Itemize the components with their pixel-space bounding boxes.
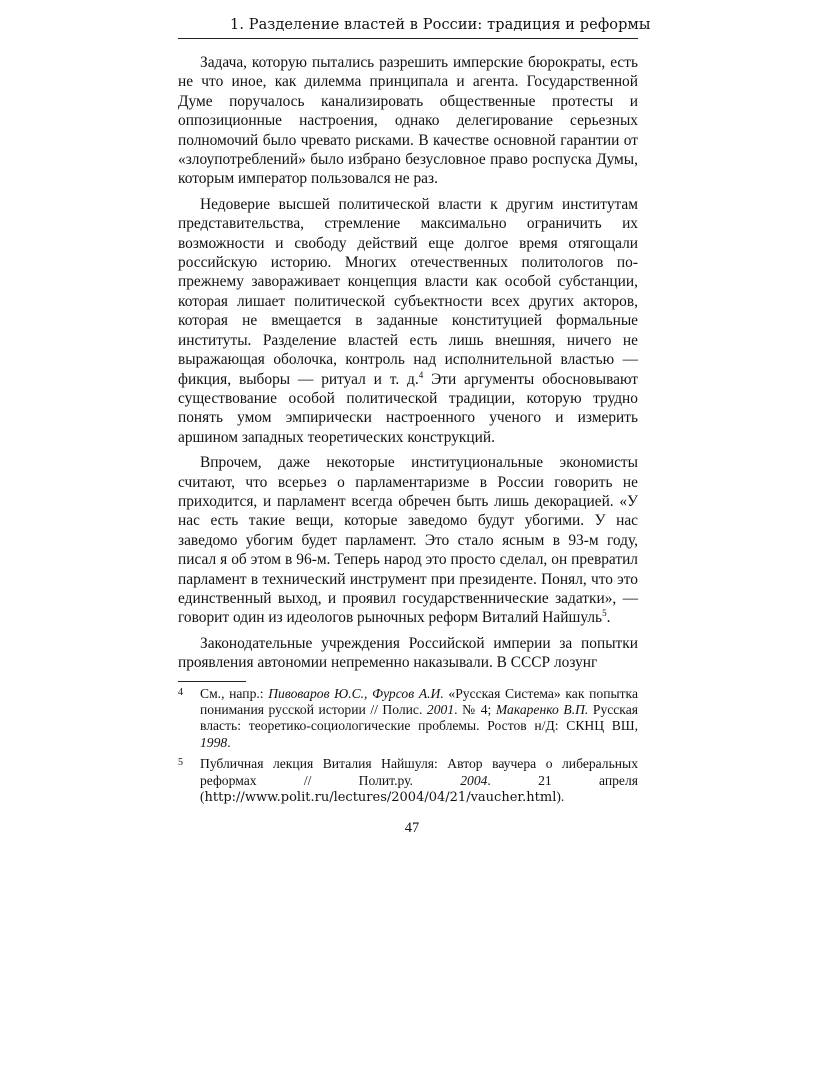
footnote-number: 4 (178, 686, 183, 698)
footnote-year: 1998 (200, 734, 228, 750)
footnote-text: . № 4; (454, 702, 496, 717)
footnote-rule (178, 681, 246, 682)
paragraph-2-text: Недоверие высшей политической власти к другим институтам представительства, стремление максимально ограничить их возможности и свободу действий еще долгое время отягощали российскую историю. Многих отечественных политологов по-прежнему завораживает концепция власти как особой субстанции, которая лишает политической субъектности всех других акторов, которая не вмещается в заданные конституцией формальные институты. Разделение властей есть лишь внешняя, ничего не выражающая оболочка, контроль над исполнительной властью — фикция, выборы — ритуал и т. д. (178, 195, 638, 388)
book-page (178, 14, 651, 837)
main-text (178, 53, 638, 673)
paragraph-3: Впрочем, даже некоторые институциональные экономисты считают, что всерьез о парламентаризме в России говорить не приходится, и парламент всегда обречен быть лишь декорацией. «У нас есть такие вещи, которые заведомо будут убогими. У нас заведомо убогим будет парламент. Это стало ясным в 93-м году, писал я об этом в 96-м. Теперь народ это просто сделал, он превратил парламент в технический инструмент при президенте. Понял, что это единственный выход, и проявил государственнические задатки», — говорит один из идеологов рыночных реформ Виталий Найшуль$^5$. (178, 454, 638, 627)
footnote-text: Публичная лекция Виталия Найшуля: Автор ваучера о либеральных реформах // Полит.ру. (200, 756, 638, 788)
footnote-5 (178, 756, 638, 806)
footnote-ref-5: 5 (602, 608, 607, 619)
footnote-text: Русская власть: теоретико-социологические проблемы. Ростов н/Д: СКНЦ ВШ, (200, 702, 638, 734)
paragraph-3-text: Впрочем, даже некоторые институциональные экономисты считают, что всерьез о парламентаризме в России говорить не приходится, и парламент всегда обречен быть лишь декорацией. «У нас есть такие вещи, которые заведомо будут убогими. У нас заведомо убогим будет парламент. Это стало ясным в 93-м году, писал я об этом в 96-м. Теперь народ это просто сделал, он превратил парламент в технический инструмент при президенте. Понял, что это единственный выход, и проявил государственнические задатки», — говорит один из идеологов рыночных реформ Виталий Найшуль (178, 454, 638, 627)
footnote-text: См., напр.: (200, 685, 269, 701)
footnote-text: . 21 апреля ( (200, 772, 638, 805)
footnote-ref-4: 4 (418, 369, 424, 380)
footnote-year: 2004 (460, 772, 488, 788)
footnote-number: 5 (178, 757, 183, 769)
footnote-year: 2001 (426, 702, 455, 717)
paragraph-1: Задача, которую пытались разрешить имперские бюрократы, есть не что иное, как дилемма принципала и агента. Государственной Думе поручалось канализировать общественные протесты и оппозиционные настроения, однако делегирование серьезных полномочий было чревато рисками. В качестве основной гарантии от «злоупотреблений» было избрано безусловное право роспуска Думы, которым император пользовался не раз. (178, 54, 638, 188)
paragraph-2-tail: Эти аргументы обосновывают существование особой политической традиции, которую трудно понять умом эмпирически настроенного ученого и измерить аршином западных теоретических конструкций. (178, 370, 639, 446)
footnote-text: «Русская Система» как попытка понимания русской истории // Полис. (200, 685, 638, 717)
footnote-4 (178, 686, 638, 752)
footnote-author: Пивоваров Ю.С., Фурсов А.И. (268, 685, 444, 701)
paragraph-4: Законодательные учреждения Российской империи за попытки проявления автономии непременно наказывали. В СССР лозунг (178, 634, 638, 672)
header-rule (178, 38, 638, 39)
footnote-url: http://www.polit.ru/lectures/2004/04/21/vaucher.html (204, 790, 557, 806)
footnote-text: ). (556, 789, 565, 805)
footnote-text: . (227, 734, 231, 750)
footnotes (178, 686, 638, 807)
running-title: 1. Разделение властей в России: традиция и реформы (230, 17, 651, 33)
paragraph-2 (178, 195, 638, 447)
page-number: 47 (404, 820, 420, 837)
footnote-author: Макаренко В.П. (495, 702, 589, 717)
